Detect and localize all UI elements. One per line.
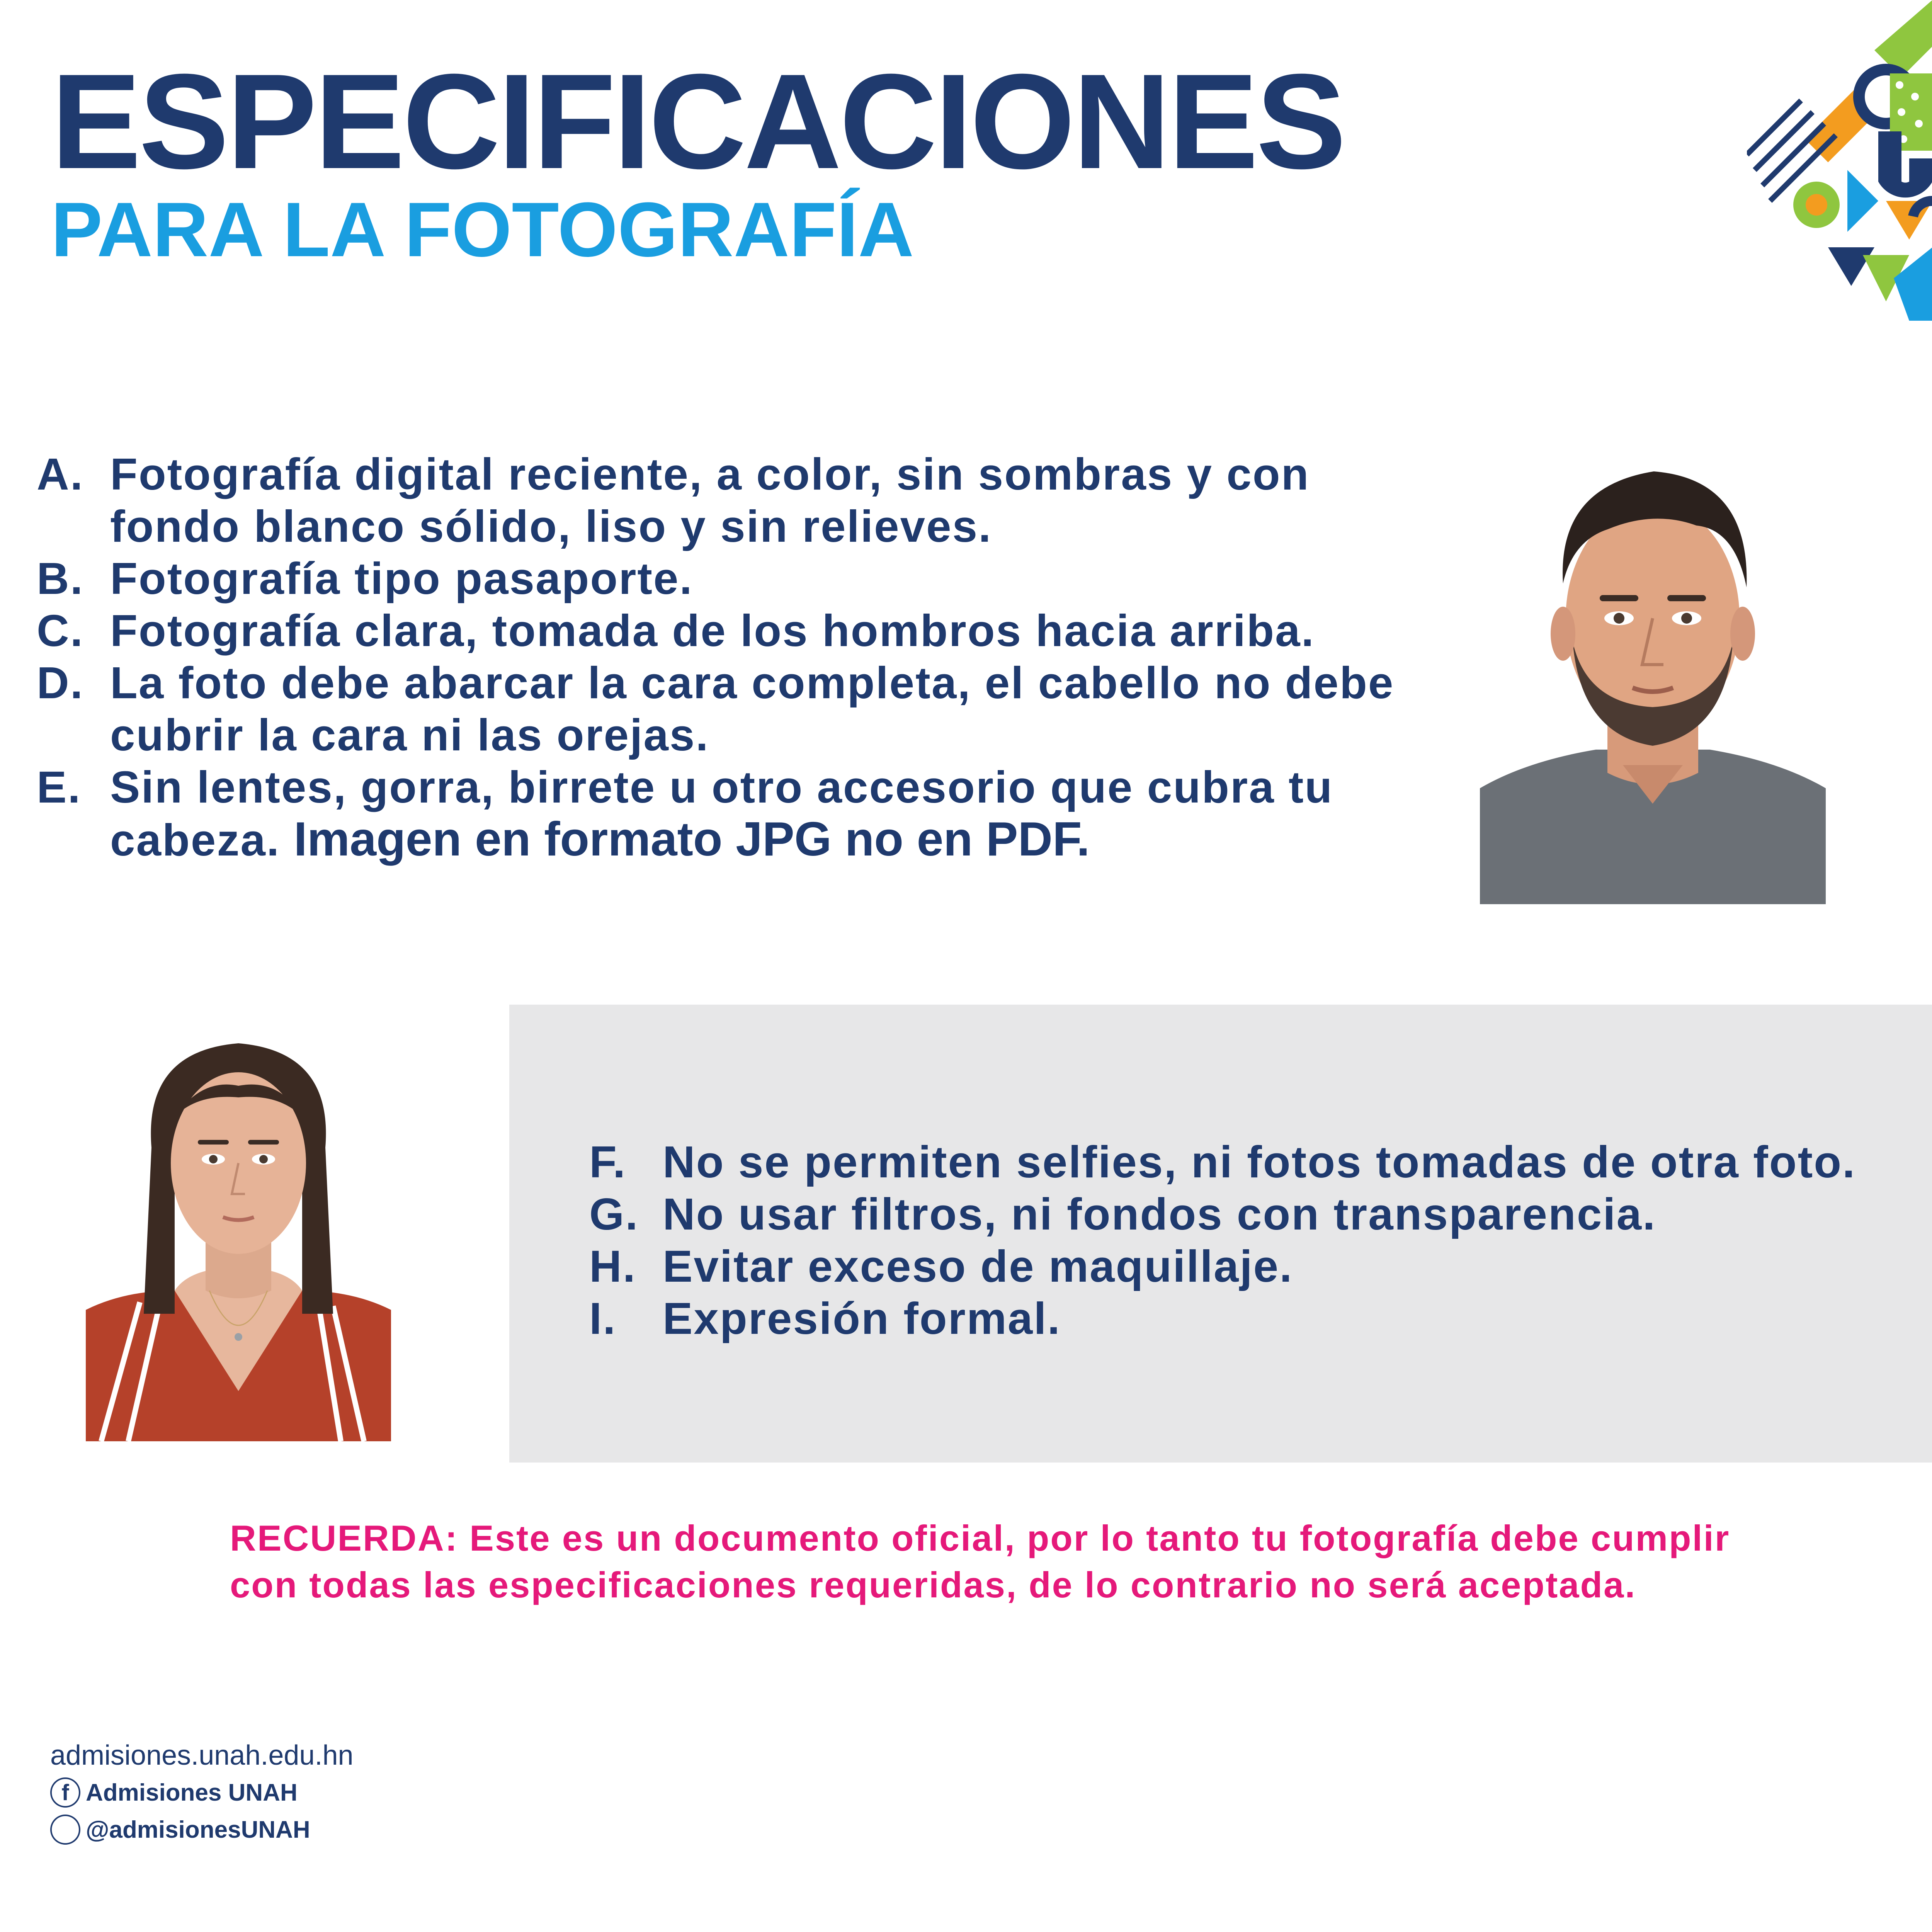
requirement-text: Fotografía digital reciente, a color, sin sombras y con fondo blanco sólido, liso y sin relieves. bbox=[110, 449, 1310, 551]
requirement-letter: E. bbox=[37, 762, 82, 812]
requirement-h bbox=[589, 1240, 1918, 1293]
example-photo-woman bbox=[86, 1020, 391, 1441]
requirement-text: No usar filtros, ni fondos con transparencia. bbox=[663, 1189, 1656, 1239]
requirement-f bbox=[589, 1136, 1918, 1188]
instagram-handle: @admisionesUNAH bbox=[86, 1816, 310, 1843]
requirement-g bbox=[589, 1188, 1918, 1240]
requirement-text: Expresión formal. bbox=[663, 1293, 1061, 1344]
format-note: Imagen en formato JPG no en PDF. bbox=[294, 813, 1090, 866]
requirement-d bbox=[37, 657, 1412, 761]
page-title: ESPECIFICACIONES bbox=[51, 46, 1344, 197]
requirement-text: La foto debe abarcar la cara completa, el cabello no debe cubrir la cara ni las orejas. bbox=[110, 658, 1395, 760]
facebook-icon: f bbox=[50, 1777, 80, 1808]
requirement-i bbox=[589, 1293, 1918, 1345]
facebook-link[interactable] bbox=[50, 1774, 354, 1811]
requirement-letter: A. bbox=[37, 449, 84, 499]
requirement-text: No se permiten selfies, ni fotos tomadas de otra foto. bbox=[663, 1137, 1856, 1187]
requirement-letter: H. bbox=[589, 1241, 636, 1291]
requirement-a bbox=[37, 448, 1412, 553]
requirements-list-a-e bbox=[37, 448, 1412, 866]
requirement-letter: C. bbox=[37, 605, 84, 656]
requirement-letter: G. bbox=[589, 1189, 639, 1239]
page-subtitle: PARA LA FOTOGRAFÍA bbox=[51, 187, 914, 273]
requirement-text: Fotografía tipo pasaporte. bbox=[110, 553, 693, 604]
website-link[interactable]: admisiones.unah.edu.hn bbox=[50, 1740, 354, 1771]
requirement-text: Fotografía clara, tomada de los hombros hacia arriba. bbox=[110, 605, 1315, 656]
facebook-handle: Admisiones UNAH bbox=[86, 1779, 298, 1806]
decorative-pattern bbox=[1747, 0, 1932, 321]
requirement-text bbox=[110, 761, 1412, 866]
requirement-letter: B. bbox=[37, 553, 84, 604]
requirement-letter: D. bbox=[37, 658, 84, 708]
requirement-text: Evitar exceso de maquillaje. bbox=[663, 1241, 1293, 1291]
requirement-c bbox=[37, 605, 1412, 657]
example-photo-man bbox=[1480, 402, 1826, 904]
requirements-list-f-i bbox=[589, 1136, 1918, 1345]
requirement-e bbox=[37, 761, 1412, 866]
instagram-link[interactable] bbox=[50, 1811, 354, 1848]
requirement-text-main: Sin lentes, gorra, birrete u otro accesorio que cubra tu cabeza. bbox=[110, 762, 1333, 865]
requirement-letter: F. bbox=[589, 1137, 627, 1187]
requirement-letter: I. bbox=[589, 1293, 617, 1344]
requirement-b bbox=[37, 553, 1412, 605]
reminder-notice: RECUERDA: Este es un documento oficial, por lo tanto tu fotografía debe cumplir con todas las especificaciones requeridas, de lo contrario no será aceptada. bbox=[230, 1518, 1730, 1605]
contact-info bbox=[50, 1737, 354, 1848]
instagram-icon bbox=[50, 1815, 80, 1845]
